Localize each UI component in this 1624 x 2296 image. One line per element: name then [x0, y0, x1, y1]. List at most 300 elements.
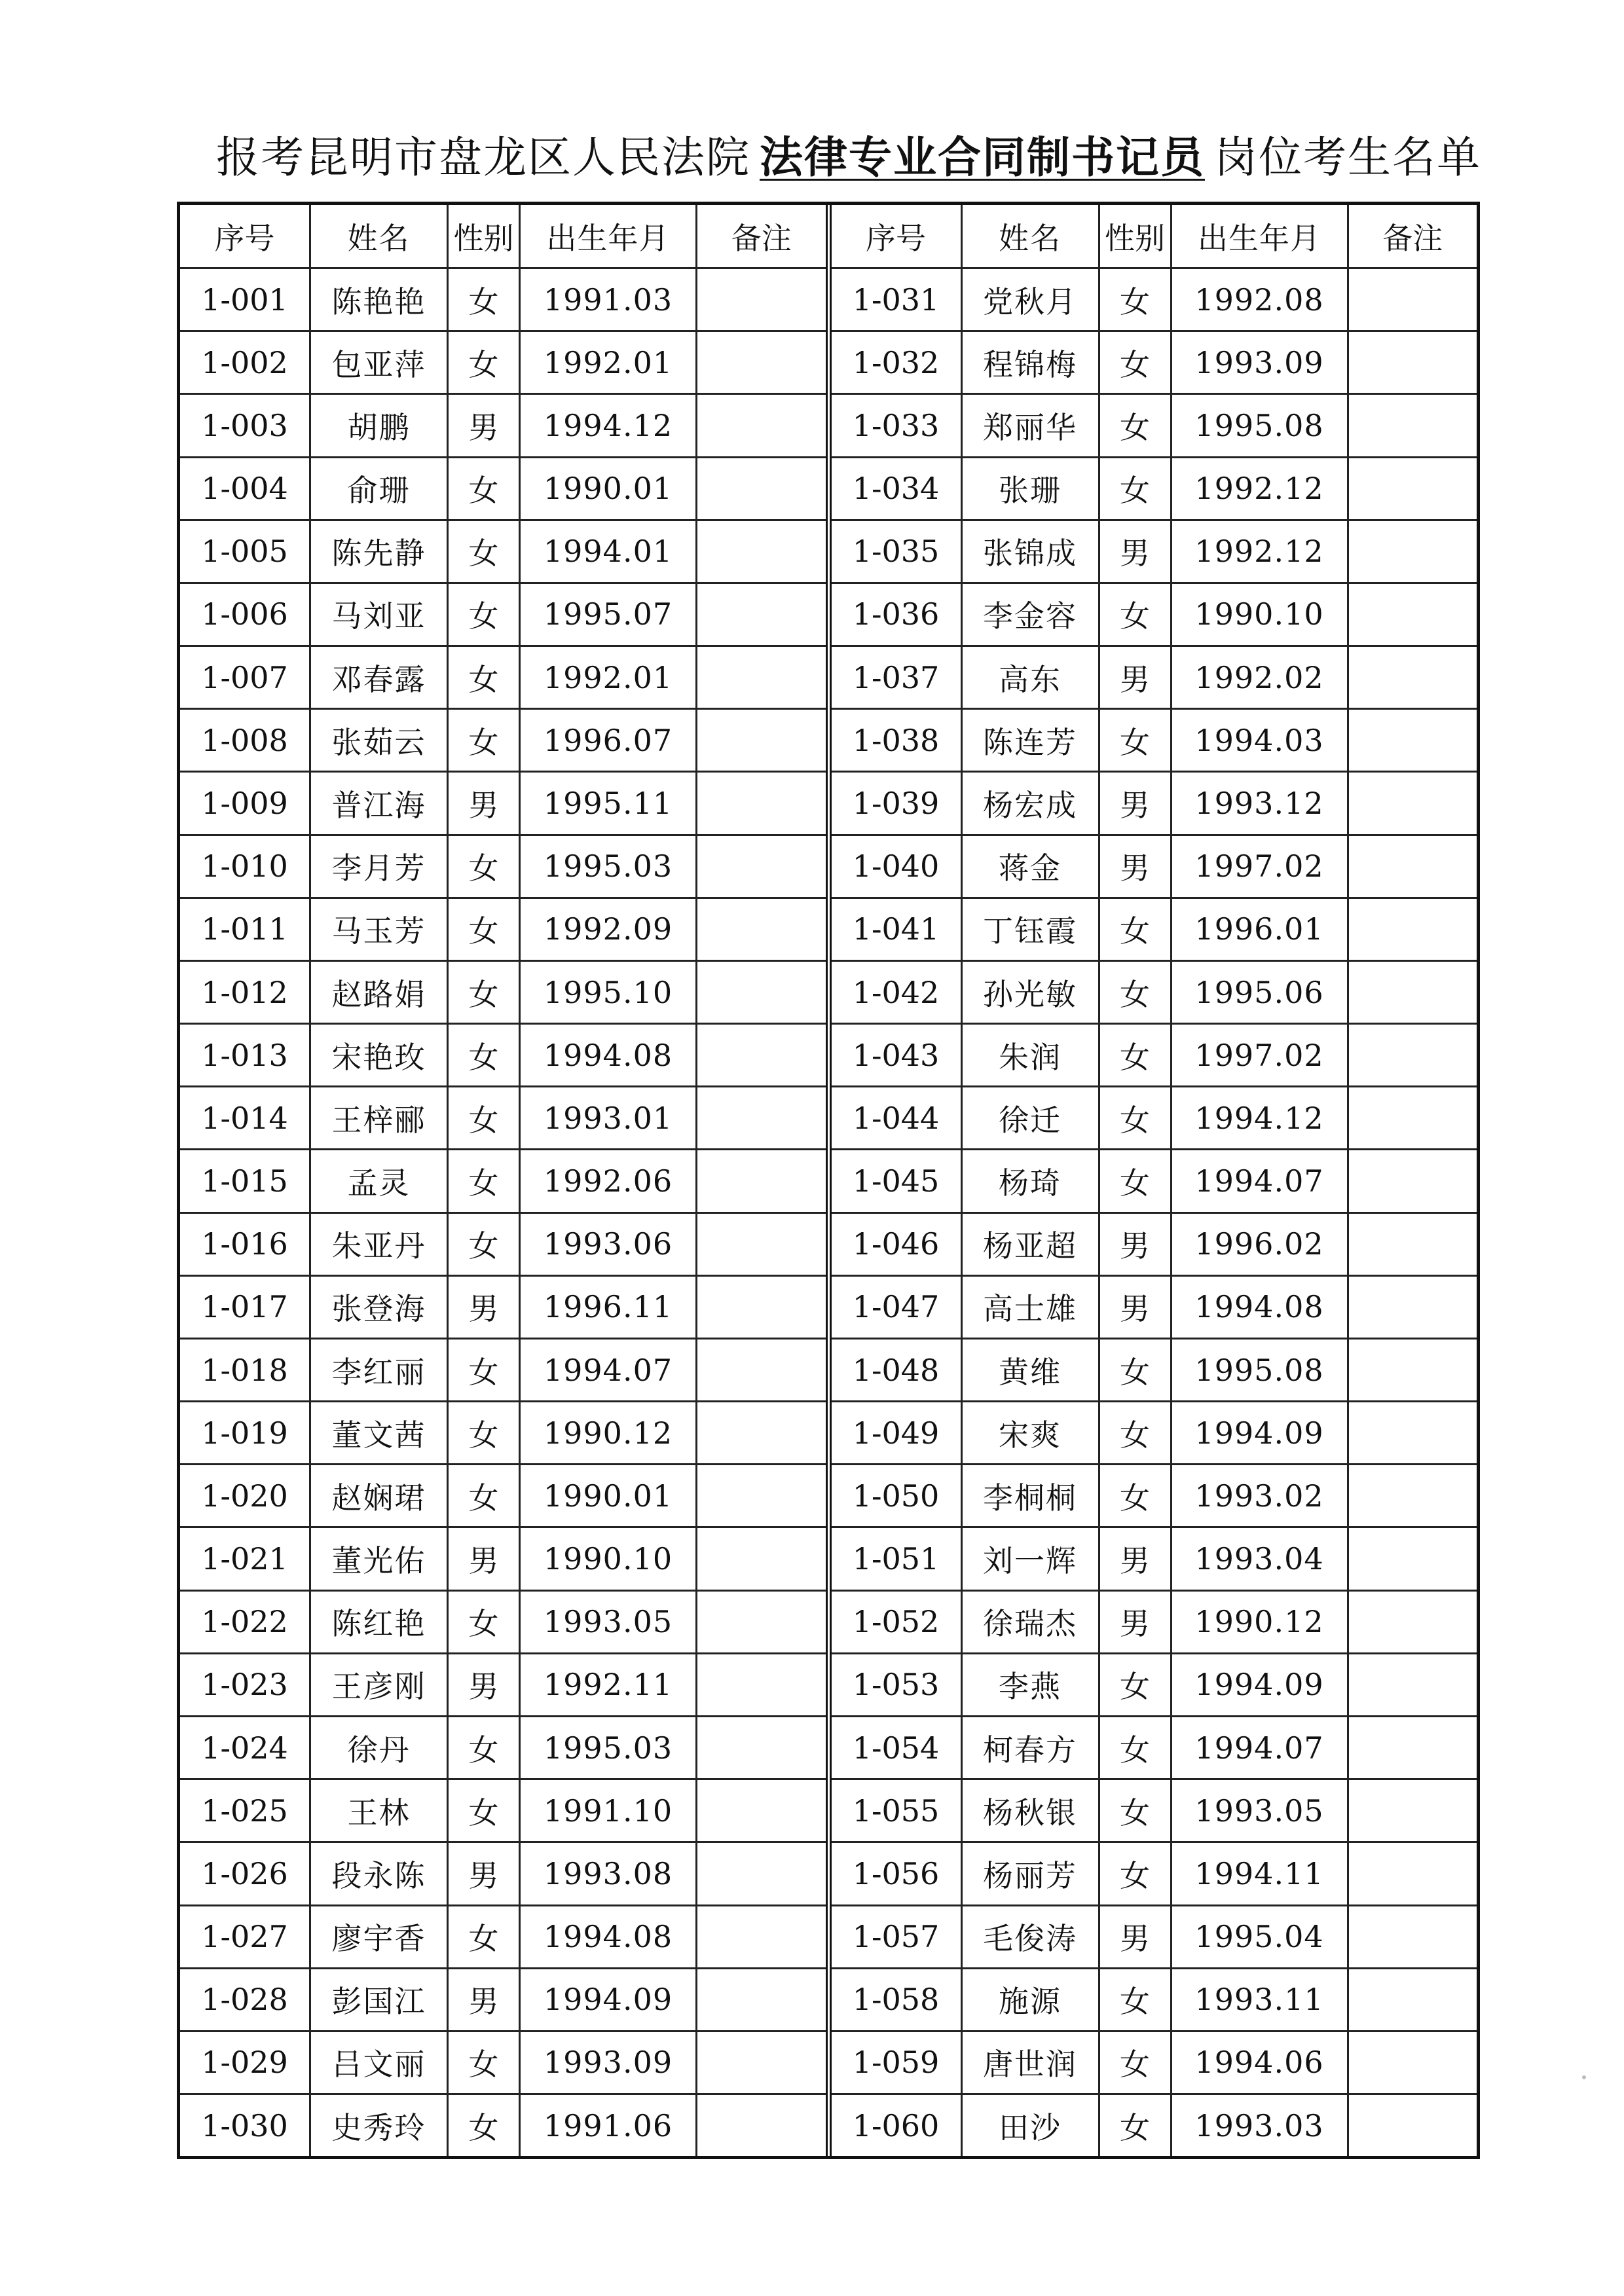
cell-name: 李金容 — [963, 584, 1100, 645]
table-row — [832, 1214, 1477, 1277]
cell-sex: 女 — [449, 1150, 521, 1211]
cell-name: 唐世润 — [963, 2032, 1100, 2093]
cell-name: 田沙 — [963, 2095, 1100, 2156]
header-name: 姓名 — [963, 205, 1100, 267]
cell-name: 毛俊涛 — [963, 1906, 1100, 1967]
cell-note — [697, 647, 826, 708]
cell-no: 1-046 — [832, 1214, 963, 1275]
table-row — [180, 899, 826, 962]
table-row — [832, 269, 1477, 332]
header-note: 备注 — [731, 220, 792, 256]
header-dob: 出生年月 — [1172, 205, 1349, 267]
table-row — [180, 584, 826, 647]
cell-note — [1349, 1717, 1477, 1778]
cell-sex: 女 — [449, 1025, 521, 1085]
table-row — [180, 1592, 826, 1654]
cell-note — [697, 1969, 826, 2030]
cell-note — [1349, 2032, 1477, 2093]
cell-note — [1349, 1654, 1477, 1715]
cell-sex: 男 — [1100, 1528, 1172, 1589]
cell-note — [697, 836, 826, 897]
cell-dob: 1996.07 — [521, 710, 697, 771]
cell-name: 施源 — [963, 1969, 1100, 2030]
cell-name: 段永陈 — [311, 1843, 449, 1904]
table-row — [832, 1969, 1477, 2032]
table-row — [180, 710, 826, 773]
cell-note — [697, 332, 826, 393]
cell-note — [1349, 1906, 1477, 1967]
cell-no: 1-009 — [180, 773, 311, 833]
cell-sex: 男 — [449, 1654, 521, 1715]
cell-name: 蒋金 — [963, 836, 1100, 897]
cell-dob: 1995.08 — [1172, 1339, 1349, 1400]
cell-name: 张珊 — [963, 458, 1100, 519]
cell-dob: 1994.09 — [1172, 1654, 1349, 1715]
cell-name: 宋艳玫 — [311, 1025, 449, 1085]
table-row — [180, 2032, 826, 2095]
cell-sex: 女 — [1100, 269, 1172, 330]
cell-dob: 1993.04 — [1172, 1528, 1349, 1589]
title-position: 法律专业合同制书记员 — [760, 132, 1205, 183]
cell-dob: 1992.01 — [521, 647, 697, 708]
cell-no: 1-055 — [832, 1780, 963, 1841]
cell-dob: 1994.11 — [1172, 1843, 1349, 1904]
cell-dob: 1990.12 — [1172, 1592, 1349, 1652]
cell-dob: 1994.07 — [1172, 1150, 1349, 1211]
cell-dob: 1990.01 — [521, 1465, 697, 1526]
cell-note — [697, 1277, 826, 1338]
cell-dob: 1997.02 — [1172, 1025, 1349, 1085]
cell-sex: 男 — [1100, 836, 1172, 897]
cell-dob: 1994.08 — [521, 1025, 697, 1085]
cell-dob: 1995.07 — [521, 584, 697, 645]
cell-sex: 女 — [1100, 1717, 1172, 1778]
table-row — [832, 1780, 1477, 1843]
table-row — [180, 1843, 826, 1906]
cell-no: 1-003 — [180, 395, 311, 456]
cell-sex: 女 — [1100, 1025, 1172, 1085]
table-row — [832, 773, 1477, 835]
cell-note — [697, 1717, 826, 1778]
cell-sex: 女 — [1100, 2032, 1172, 2093]
cell-name: 李月芳 — [311, 836, 449, 897]
cell-name: 徐迁 — [963, 1087, 1100, 1148]
cell-dob: 1996.01 — [1172, 899, 1349, 960]
cell-dob: 1995.11 — [521, 773, 697, 833]
cell-sex: 女 — [449, 962, 521, 1023]
cell-no: 1-011 — [180, 899, 311, 960]
table-row — [180, 773, 826, 835]
cell-name: 陈红艳 — [311, 1592, 449, 1652]
table-row — [180, 521, 826, 584]
cell-note — [697, 2032, 826, 2093]
cell-dob: 1997.02 — [1172, 836, 1349, 897]
cell-no: 1-039 — [832, 773, 963, 833]
cell-name: 程锦梅 — [963, 332, 1100, 393]
cell-dob: 1993.05 — [521, 1592, 697, 1652]
cell-dob: 1996.11 — [521, 1277, 697, 1338]
cell-no: 1-020 — [180, 1465, 311, 1526]
cell-dob: 1992.02 — [1172, 647, 1349, 708]
cell-sex: 女 — [1100, 1150, 1172, 1211]
cell-dob: 1993.12 — [1172, 773, 1349, 833]
cell-note — [1349, 1780, 1477, 1841]
cell-sex: 男 — [1100, 1277, 1172, 1338]
cell-name: 赵娴珺 — [311, 1465, 449, 1526]
cell-sex: 女 — [449, 647, 521, 708]
cell-no: 1-037 — [832, 647, 963, 708]
cell-note — [697, 1528, 826, 1589]
cell-note — [1349, 2095, 1477, 2156]
cell-name: 徐丹 — [311, 1717, 449, 1778]
table-row — [832, 332, 1477, 395]
cell-dob: 1992.08 — [1172, 269, 1349, 330]
cell-no: 1-029 — [180, 2032, 311, 2093]
cell-note — [697, 1592, 826, 1652]
cell-no: 1-008 — [180, 710, 311, 771]
table-row — [180, 1025, 826, 1087]
table-row — [180, 458, 826, 521]
table-row — [832, 1277, 1477, 1339]
cell-note — [697, 1465, 826, 1526]
cell-sex: 女 — [449, 1906, 521, 1967]
cell-dob: 1993.01 — [521, 1087, 697, 1148]
cell-sex: 男 — [1100, 521, 1172, 582]
title-suffix: 岗位考生名单 — [1214, 132, 1481, 183]
table-row — [832, 1592, 1477, 1654]
cell-name: 张锦成 — [963, 521, 1100, 582]
cell-no: 1-026 — [180, 1843, 311, 1904]
cell-no: 1-031 — [832, 269, 963, 330]
cell-name: 陈连芳 — [963, 710, 1100, 771]
cell-sex: 男 — [1100, 773, 1172, 833]
table-row — [180, 1402, 826, 1465]
cell-dob: 1992.11 — [521, 1654, 697, 1715]
cell-no: 1-034 — [832, 458, 963, 519]
title-prefix: 报考昆明市盘龙区人民法院 — [216, 132, 750, 183]
cell-note — [1349, 1150, 1477, 1211]
cell-no: 1-016 — [180, 1214, 311, 1275]
cell-no: 1-057 — [832, 1906, 963, 1967]
cell-no: 1-023 — [180, 1654, 311, 1715]
cell-name: 朱润 — [963, 1025, 1100, 1085]
cell-no: 1-049 — [832, 1402, 963, 1463]
cell-no: 1-006 — [180, 584, 311, 645]
cell-no: 1-041 — [832, 899, 963, 960]
cell-dob: 1990.10 — [1172, 584, 1349, 645]
cell-no: 1-048 — [832, 1339, 963, 1400]
cell-note — [1349, 521, 1477, 582]
cell-dob: 1992.12 — [1172, 458, 1349, 519]
cell-sex: 女 — [449, 269, 521, 330]
cell-sex: 女 — [449, 1214, 521, 1275]
cell-dob: 1994.09 — [1172, 1402, 1349, 1463]
cell-no: 1-013 — [180, 1025, 311, 1085]
cell-note — [697, 1150, 826, 1211]
cell-dob: 1993.02 — [1172, 1465, 1349, 1526]
cell-note — [1349, 1025, 1477, 1085]
cell-note — [697, 1906, 826, 1967]
cell-no: 1-027 — [180, 1906, 311, 1967]
cell-note — [697, 269, 826, 330]
cell-sex: 女 — [1100, 2095, 1172, 2156]
table-row — [832, 1654, 1477, 1717]
cell-name: 宋爽 — [963, 1402, 1100, 1463]
cell-dob: 1994.08 — [521, 1906, 697, 1967]
cell-sex: 女 — [1100, 1402, 1172, 1463]
header-no: 序号 — [832, 205, 963, 267]
cell-no: 1-042 — [832, 962, 963, 1023]
cell-sex: 女 — [449, 1465, 521, 1526]
cell-sex: 男 — [449, 1843, 521, 1904]
cell-note — [1349, 1528, 1477, 1589]
cell-note — [697, 710, 826, 771]
cell-name: 廖宇香 — [311, 1906, 449, 1967]
cell-sex: 男 — [449, 1528, 521, 1589]
cell-dob: 1995.06 — [1172, 962, 1349, 1023]
cell-note — [1349, 773, 1477, 833]
cell-sex: 男 — [449, 1969, 521, 2030]
cell-note — [697, 962, 826, 1023]
table-row — [180, 1277, 826, 1339]
table-row — [180, 836, 826, 899]
cell-no: 1-052 — [832, 1592, 963, 1652]
cell-note — [1349, 1087, 1477, 1148]
cell-note — [1349, 1465, 1477, 1526]
cell-no: 1-058 — [832, 1969, 963, 2030]
table-row — [832, 1402, 1477, 1465]
cell-name: 柯春方 — [963, 1717, 1100, 1778]
cell-dob: 1994.07 — [521, 1339, 697, 1400]
cell-note — [1349, 836, 1477, 897]
table-row — [832, 1087, 1477, 1150]
cell-note — [697, 2095, 826, 2156]
page-title — [216, 128, 1513, 187]
cell-dob: 1990.12 — [521, 1402, 697, 1463]
cell-no: 1-015 — [180, 1150, 311, 1211]
cell-sex: 女 — [1100, 1339, 1172, 1400]
cell-no: 1-050 — [832, 1465, 963, 1526]
cell-note — [697, 1402, 826, 1463]
header-no: 序号 — [180, 205, 311, 267]
cell-sex: 女 — [1100, 1969, 1172, 2030]
table-row — [832, 521, 1477, 584]
cell-note — [1349, 1402, 1477, 1463]
cell-note — [697, 773, 826, 833]
cell-note — [1349, 1277, 1477, 1338]
cell-sex: 女 — [449, 836, 521, 897]
cell-no: 1-043 — [832, 1025, 963, 1085]
cell-dob: 1990.10 — [521, 1528, 697, 1589]
cell-sex: 女 — [1100, 1843, 1172, 1904]
header-sex: 性别 — [1100, 205, 1172, 267]
cell-sex: 男 — [1100, 647, 1172, 708]
table-row — [832, 584, 1477, 647]
cell-dob: 1994.12 — [521, 395, 697, 456]
cell-note — [1349, 1592, 1477, 1652]
cell-dob: 1993.03 — [1172, 2095, 1349, 2156]
cell-dob: 1992.06 — [521, 1150, 697, 1211]
cell-no: 1-001 — [180, 269, 311, 330]
table-header-row — [180, 205, 826, 269]
cell-no: 1-010 — [180, 836, 311, 897]
cell-name: 黄维 — [963, 1339, 1100, 1400]
cell-sex: 女 — [449, 2032, 521, 2093]
cell-sex: 女 — [1100, 1780, 1172, 1841]
cell-note — [1349, 269, 1477, 330]
cell-no: 1-017 — [180, 1277, 311, 1338]
table-row — [832, 899, 1477, 962]
cell-sex: 女 — [1100, 1465, 1172, 1526]
cell-no: 1-056 — [832, 1843, 963, 1904]
cell-sex: 男 — [1100, 1592, 1172, 1652]
cell-name: 高士雄 — [963, 1277, 1100, 1338]
cell-name: 郑丽华 — [963, 395, 1100, 456]
cell-name: 史秀玲 — [311, 2095, 449, 2156]
cell-no: 1-047 — [832, 1277, 963, 1338]
table-row — [180, 962, 826, 1025]
cell-name: 彭国江 — [311, 1969, 449, 2030]
header-dob: 出生年月 — [521, 205, 697, 267]
cell-sex: 女 — [1100, 395, 1172, 456]
cell-no: 1-024 — [180, 1717, 311, 1778]
cell-sex: 女 — [1100, 1087, 1172, 1148]
table-row — [832, 836, 1477, 899]
cell-note — [1349, 899, 1477, 960]
table-row — [180, 2095, 826, 2156]
cell-note — [1349, 710, 1477, 771]
cell-sex: 女 — [449, 1339, 521, 1400]
cell-name: 包亚萍 — [311, 332, 449, 393]
cell-note — [697, 1843, 826, 1904]
cell-sex: 女 — [449, 1592, 521, 1652]
cell-dob: 1994.12 — [1172, 1087, 1349, 1148]
table-row — [832, 1528, 1477, 1591]
cell-dob: 1993.09 — [521, 2032, 697, 2093]
cell-no: 1-044 — [832, 1087, 963, 1148]
cell-name: 邓春露 — [311, 647, 449, 708]
cell-note — [697, 395, 826, 456]
cell-name: 朱亚丹 — [311, 1214, 449, 1275]
cell-sex: 女 — [449, 710, 521, 771]
cell-no: 1-060 — [832, 2095, 963, 2156]
cell-note — [697, 1087, 826, 1148]
table-row — [832, 1906, 1477, 1969]
cell-no: 1-051 — [832, 1528, 963, 1589]
header-name: 姓名 — [311, 205, 449, 267]
cell-sex: 女 — [449, 332, 521, 393]
cell-sex: 女 — [449, 521, 521, 582]
table-row — [180, 1339, 826, 1402]
header-note: 备注 — [1382, 220, 1443, 256]
table-row — [180, 1528, 826, 1591]
cell-note — [1349, 584, 1477, 645]
cell-sex: 女 — [1100, 710, 1172, 771]
cell-name: 李红丽 — [311, 1339, 449, 1400]
cell-dob: 1995.10 — [521, 962, 697, 1023]
cell-dob: 1995.03 — [521, 836, 697, 897]
cell-name: 孙光敏 — [963, 962, 1100, 1023]
cell-note — [697, 1339, 826, 1400]
cell-sex: 男 — [1100, 1214, 1172, 1275]
table-row — [832, 710, 1477, 773]
cell-sex: 男 — [449, 773, 521, 833]
cell-name: 张登海 — [311, 1277, 449, 1338]
table-row — [180, 1150, 826, 1213]
cell-name: 孟灵 — [311, 1150, 449, 1211]
cell-no: 1-030 — [180, 2095, 311, 2156]
cell-name: 高东 — [963, 647, 1100, 708]
cell-dob: 1994.06 — [1172, 2032, 1349, 2093]
cell-sex: 男 — [449, 395, 521, 456]
table-row — [832, 1843, 1477, 1906]
cell-no: 1-038 — [832, 710, 963, 771]
cell-note — [697, 1214, 826, 1275]
cell-name: 董文茜 — [311, 1402, 449, 1463]
cell-sex: 女 — [449, 458, 521, 519]
cell-name: 李燕 — [963, 1654, 1100, 1715]
cell-note — [1349, 395, 1477, 456]
cell-name: 马刘亚 — [311, 584, 449, 645]
cell-dob: 1992.09 — [521, 899, 697, 960]
cell-name: 刘一辉 — [963, 1528, 1100, 1589]
table-row — [832, 1717, 1477, 1780]
cell-no: 1-007 — [180, 647, 311, 708]
cell-no: 1-059 — [832, 2032, 963, 2093]
table-header-row — [832, 205, 1477, 269]
cell-note — [1349, 1339, 1477, 1400]
cell-dob: 1993.08 — [521, 1843, 697, 1904]
candidate-table — [177, 202, 1480, 2159]
cell-dob: 1991.10 — [521, 1780, 697, 1841]
table-row — [180, 1906, 826, 1969]
cell-sex: 女 — [1100, 458, 1172, 519]
table-row — [832, 647, 1477, 710]
cell-name: 张茹云 — [311, 710, 449, 771]
table-row — [832, 2095, 1477, 2156]
cell-no: 1-021 — [180, 1528, 311, 1589]
cell-note — [1349, 332, 1477, 393]
cell-no: 1-019 — [180, 1402, 311, 1463]
cell-name: 徐瑞杰 — [963, 1592, 1100, 1652]
table-row — [180, 1214, 826, 1277]
cell-dob: 1992.01 — [521, 332, 697, 393]
cell-sex: 女 — [449, 2095, 521, 2156]
cell-name: 丁钰霞 — [963, 899, 1100, 960]
cell-dob: 1994.08 — [1172, 1277, 1349, 1338]
cell-name: 王林 — [311, 1780, 449, 1841]
cell-dob: 1993.06 — [521, 1214, 697, 1275]
cell-name: 马玉芳 — [311, 899, 449, 960]
cell-dob: 1994.09 — [521, 1969, 697, 2030]
cell-name: 党秋月 — [963, 269, 1100, 330]
table-right-half — [832, 205, 1477, 2156]
cell-no: 1-035 — [832, 521, 963, 582]
cell-sex: 女 — [449, 1087, 521, 1148]
cell-name: 杨亚超 — [963, 1214, 1100, 1275]
cell-sex: 女 — [449, 899, 521, 960]
cell-sex: 女 — [449, 584, 521, 645]
table-row — [180, 647, 826, 710]
cell-dob: 1993.11 — [1172, 1969, 1349, 2030]
cell-dob: 1995.04 — [1172, 1906, 1349, 1967]
cell-note — [1349, 1969, 1477, 2030]
cell-sex: 女 — [449, 1717, 521, 1778]
cell-note — [1349, 1214, 1477, 1275]
cell-name: 王彦刚 — [311, 1654, 449, 1715]
cell-dob: 1994.01 — [521, 521, 697, 582]
cell-dob: 1991.03 — [521, 269, 697, 330]
